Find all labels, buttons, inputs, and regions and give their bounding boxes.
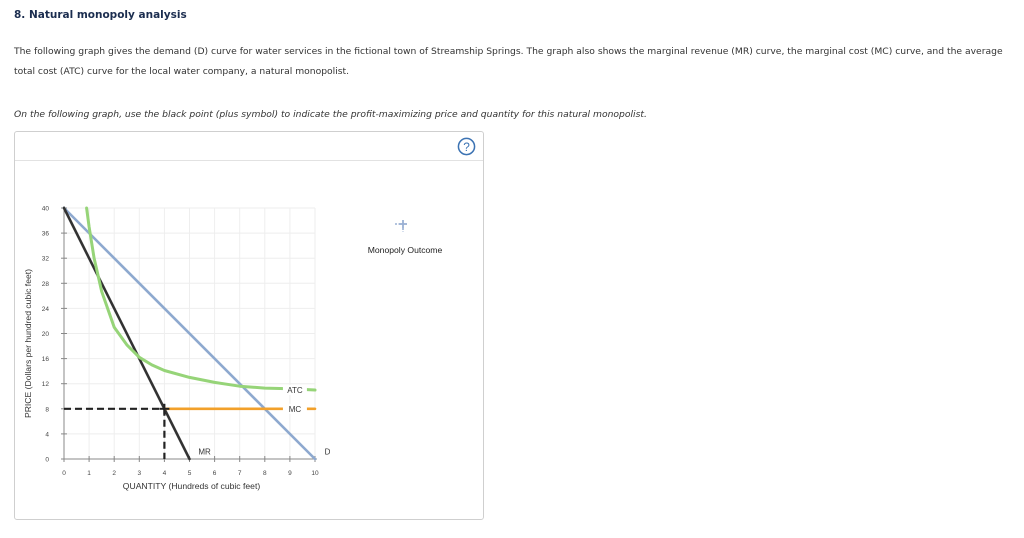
panel-header (15, 132, 483, 161)
x-tick-label: 4 (162, 470, 167, 477)
x-tick-label: 7 (237, 470, 242, 477)
curve-label-d: D (324, 447, 331, 457)
y-tick-label: 12 (41, 381, 49, 389)
x-tick-label: 8 (262, 470, 267, 477)
y-tick-label: 36 (41, 230, 49, 238)
x-tick-label: 1 (87, 470, 91, 477)
y-tick-label: 40 (41, 205, 49, 213)
x-tick-label: 3 (137, 470, 142, 477)
intro-paragraph: The following graph gives the demand (D) curve for water services in the fictional town of Streamship Springs. The graph also shows the marginal revenue (MR) curve, the marginal cost (MC) curve, and the average total cost (ATC) curve for the local water company, a natural monopolist. (14, 46, 1003, 77)
help-symbol: ? (463, 139, 470, 154)
point-layer[interactable] (64, 404, 169, 459)
curve-label-mc: MC (288, 404, 302, 414)
monopoly-outcome-point[interactable] (159, 404, 169, 414)
page-heading: 8. Natural monopoly analysis (14, 9, 187, 21)
y-tick-label: 32 (41, 255, 49, 263)
curve-atc (87, 208, 315, 390)
monopoly-graph[interactable] (15, 161, 481, 517)
curve-label-mr: MR (198, 447, 211, 457)
x-tick-label: 10 (311, 470, 319, 477)
instruction-text: On the following graph, use the black point (plus symbol) to indicate the profit-maximizing price and quantity for this natural monopolist. (14, 109, 647, 120)
x-tick-label: 9 (288, 470, 292, 477)
question-circle-icon[interactable] (457, 137, 476, 156)
x-tick-label: 6 (212, 470, 217, 477)
x-tick-label: 5 (187, 470, 192, 477)
curve-label-atc: ATC (287, 385, 303, 395)
y-tick-label: 8 (45, 406, 49, 414)
x-tick-label: 2 (112, 470, 117, 477)
y-tick-label: 16 (41, 356, 49, 364)
x-tick-label: 0 (62, 470, 66, 477)
graph-panel (14, 131, 484, 520)
y-tick-label: 28 (41, 280, 49, 288)
x-axis-label: QUANTITY (Hundreds of cubic feet) (122, 481, 261, 491)
monopoly-outcome-tool[interactable] (368, 220, 443, 255)
y-tick-label: 4 (45, 431, 49, 439)
y-tick-label: 20 (41, 331, 49, 338)
y-tick-label: 24 (41, 305, 49, 313)
y-tick-label: 0 (45, 456, 49, 464)
y-axis-label: PRICE (Dollars per hundred cubic feet) (23, 268, 33, 419)
monopoly-outcome-label: Monopoly Outcome (367, 245, 443, 255)
